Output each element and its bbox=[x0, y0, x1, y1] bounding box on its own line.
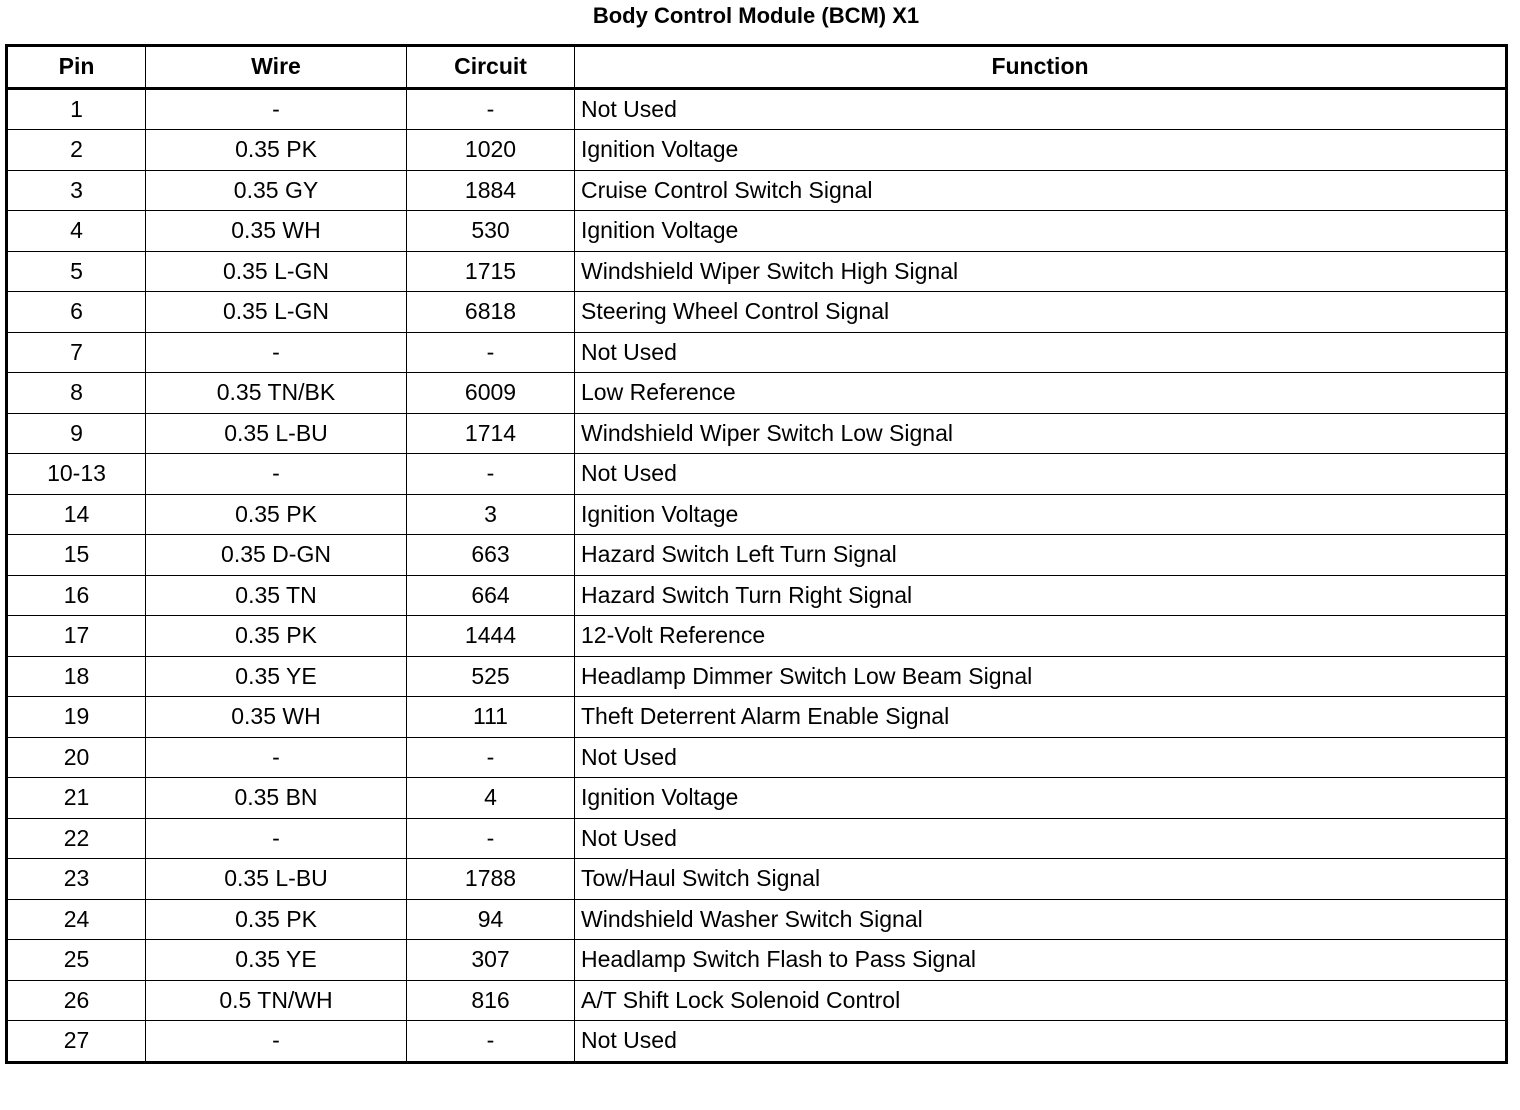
function-cell: Hazard Switch Turn Right Signal bbox=[575, 575, 1507, 616]
function-cell: Ignition Voltage bbox=[575, 494, 1507, 535]
circuit-cell: 663 bbox=[407, 535, 575, 576]
function-cell: Tow/Haul Switch Signal bbox=[575, 859, 1507, 900]
wire-cell: 0.35 L-GN bbox=[146, 292, 407, 333]
pin-cell: 16 bbox=[7, 575, 146, 616]
function-cell: Cruise Control Switch Signal bbox=[575, 170, 1507, 211]
table-row bbox=[7, 292, 1507, 333]
function-cell: Not Used bbox=[575, 332, 1507, 373]
table-row bbox=[7, 494, 1507, 535]
circuit-cell: - bbox=[407, 88, 575, 130]
wire-cell: 0.35 PK bbox=[146, 494, 407, 535]
table-row bbox=[7, 656, 1507, 697]
column-header-function: Function bbox=[575, 46, 1507, 89]
pin-cell: 17 bbox=[7, 616, 146, 657]
wire-cell: 0.35 BN bbox=[146, 778, 407, 819]
function-cell: Windshield Wiper Switch Low Signal bbox=[575, 413, 1507, 454]
circuit-cell: - bbox=[407, 1021, 575, 1063]
table-row bbox=[7, 940, 1507, 981]
pin-cell: 5 bbox=[7, 251, 146, 292]
table-row bbox=[7, 980, 1507, 1021]
wire-cell: - bbox=[146, 1021, 407, 1063]
function-cell: 12-Volt Reference bbox=[575, 616, 1507, 657]
circuit-cell: 816 bbox=[407, 980, 575, 1021]
wire-cell: 0.35 PK bbox=[146, 130, 407, 171]
circuit-cell: 525 bbox=[407, 656, 575, 697]
wire-cell: 0.35 WH bbox=[146, 697, 407, 738]
circuit-cell: 111 bbox=[407, 697, 575, 738]
function-cell: Headlamp Switch Flash to Pass Signal bbox=[575, 940, 1507, 981]
table-row bbox=[7, 251, 1507, 292]
table-row bbox=[7, 332, 1507, 373]
function-cell: Not Used bbox=[575, 818, 1507, 859]
circuit-cell: 1444 bbox=[407, 616, 575, 657]
function-cell: Windshield Washer Switch Signal bbox=[575, 899, 1507, 940]
wire-cell: 0.35 GY bbox=[146, 170, 407, 211]
pin-cell: 26 bbox=[7, 980, 146, 1021]
wire-cell: 0.35 TN bbox=[146, 575, 407, 616]
page-title: Body Control Module (BCM) X1 bbox=[592, 3, 920, 28]
table-row bbox=[7, 697, 1507, 738]
circuit-cell: 1714 bbox=[407, 413, 575, 454]
function-cell: Not Used bbox=[575, 737, 1507, 778]
table-row bbox=[7, 130, 1507, 171]
function-cell: Not Used bbox=[575, 454, 1507, 495]
wire-cell: 0.35 L-BU bbox=[146, 859, 407, 900]
pin-cell: 27 bbox=[7, 1021, 146, 1063]
function-cell: A/T Shift Lock Solenoid Control bbox=[575, 980, 1507, 1021]
connector-pinout-table bbox=[5, 44, 1508, 1064]
pin-cell: 10-13 bbox=[7, 454, 146, 495]
wire-cell: 0.35 PK bbox=[146, 616, 407, 657]
circuit-cell: 6818 bbox=[407, 292, 575, 333]
wire-cell: 0.35 PK bbox=[146, 899, 407, 940]
pin-cell: 15 bbox=[7, 535, 146, 576]
pin-cell: 19 bbox=[7, 697, 146, 738]
table-row bbox=[7, 616, 1507, 657]
pin-cell: 25 bbox=[7, 940, 146, 981]
circuit-cell: 1884 bbox=[407, 170, 575, 211]
table-row bbox=[7, 899, 1507, 940]
table-row bbox=[7, 535, 1507, 576]
table-body bbox=[7, 88, 1507, 1062]
pin-cell: 23 bbox=[7, 859, 146, 900]
function-cell: Ignition Voltage bbox=[575, 130, 1507, 171]
table-row bbox=[7, 859, 1507, 900]
table-row bbox=[7, 211, 1507, 252]
circuit-cell: - bbox=[407, 454, 575, 495]
table-header-row bbox=[7, 46, 1507, 89]
wire-cell: - bbox=[146, 332, 407, 373]
circuit-cell: 6009 bbox=[407, 373, 575, 414]
pin-cell: 8 bbox=[7, 373, 146, 414]
function-cell: Not Used bbox=[575, 1021, 1507, 1063]
wire-cell: 0.35 WH bbox=[146, 211, 407, 252]
function-cell: Low Reference bbox=[575, 373, 1507, 414]
pin-cell: 21 bbox=[7, 778, 146, 819]
function-cell: Hazard Switch Left Turn Signal bbox=[575, 535, 1507, 576]
pin-cell: 22 bbox=[7, 818, 146, 859]
wire-cell: 0.5 TN/WH bbox=[146, 980, 407, 1021]
table-row bbox=[7, 737, 1507, 778]
circuit-cell: - bbox=[407, 332, 575, 373]
wire-cell: - bbox=[146, 454, 407, 495]
column-header-wire: Wire bbox=[146, 46, 407, 89]
circuit-cell: 664 bbox=[407, 575, 575, 616]
circuit-cell: 1715 bbox=[407, 251, 575, 292]
table-row bbox=[7, 1021, 1507, 1063]
wire-cell: 0.35 TN/BK bbox=[146, 373, 407, 414]
pin-cell: 2 bbox=[7, 130, 146, 171]
function-cell: Headlamp Dimmer Switch Low Beam Signal bbox=[575, 656, 1507, 697]
pin-cell: 14 bbox=[7, 494, 146, 535]
circuit-cell: 307 bbox=[407, 940, 575, 981]
table-row bbox=[7, 778, 1507, 819]
function-cell: Theft Deterrent Alarm Enable Signal bbox=[575, 697, 1507, 738]
function-cell: Windshield Wiper Switch High Signal bbox=[575, 251, 1507, 292]
function-cell: Not Used bbox=[575, 88, 1507, 130]
function-cell: Ignition Voltage bbox=[575, 778, 1507, 819]
pin-cell: 24 bbox=[7, 899, 146, 940]
wire-cell: 0.35 L-GN bbox=[146, 251, 407, 292]
pin-cell: 6 bbox=[7, 292, 146, 333]
wire-cell: 0.35 YE bbox=[146, 940, 407, 981]
circuit-cell: 1788 bbox=[407, 859, 575, 900]
pin-cell: 4 bbox=[7, 211, 146, 252]
column-header-circuit: Circuit bbox=[407, 46, 575, 89]
table-row bbox=[7, 413, 1507, 454]
function-cell: Ignition Voltage bbox=[575, 211, 1507, 252]
circuit-cell: 3 bbox=[407, 494, 575, 535]
pin-cell: 3 bbox=[7, 170, 146, 211]
wire-cell: 0.35 L-BU bbox=[146, 413, 407, 454]
pin-cell: 7 bbox=[7, 332, 146, 373]
wire-cell: - bbox=[146, 737, 407, 778]
table-row bbox=[7, 454, 1507, 495]
circuit-cell: - bbox=[407, 737, 575, 778]
pin-cell: 9 bbox=[7, 413, 146, 454]
circuit-cell: 4 bbox=[407, 778, 575, 819]
function-cell: Steering Wheel Control Signal bbox=[575, 292, 1507, 333]
wire-cell: 0.35 D-GN bbox=[146, 535, 407, 576]
table-row bbox=[7, 818, 1507, 859]
circuit-cell: - bbox=[407, 818, 575, 859]
wire-cell: - bbox=[146, 818, 407, 859]
pin-cell: 18 bbox=[7, 656, 146, 697]
column-header-pin: Pin bbox=[7, 46, 146, 89]
table-row bbox=[7, 373, 1507, 414]
table-row bbox=[7, 575, 1507, 616]
table-row bbox=[7, 88, 1507, 130]
circuit-cell: 1020 bbox=[407, 130, 575, 171]
circuit-cell: 530 bbox=[407, 211, 575, 252]
pin-cell: 1 bbox=[7, 88, 146, 130]
wire-cell: 0.35 YE bbox=[146, 656, 407, 697]
wire-cell: - bbox=[146, 88, 407, 130]
pin-cell: 20 bbox=[7, 737, 146, 778]
table-row bbox=[7, 170, 1507, 211]
circuit-cell: 94 bbox=[407, 899, 575, 940]
